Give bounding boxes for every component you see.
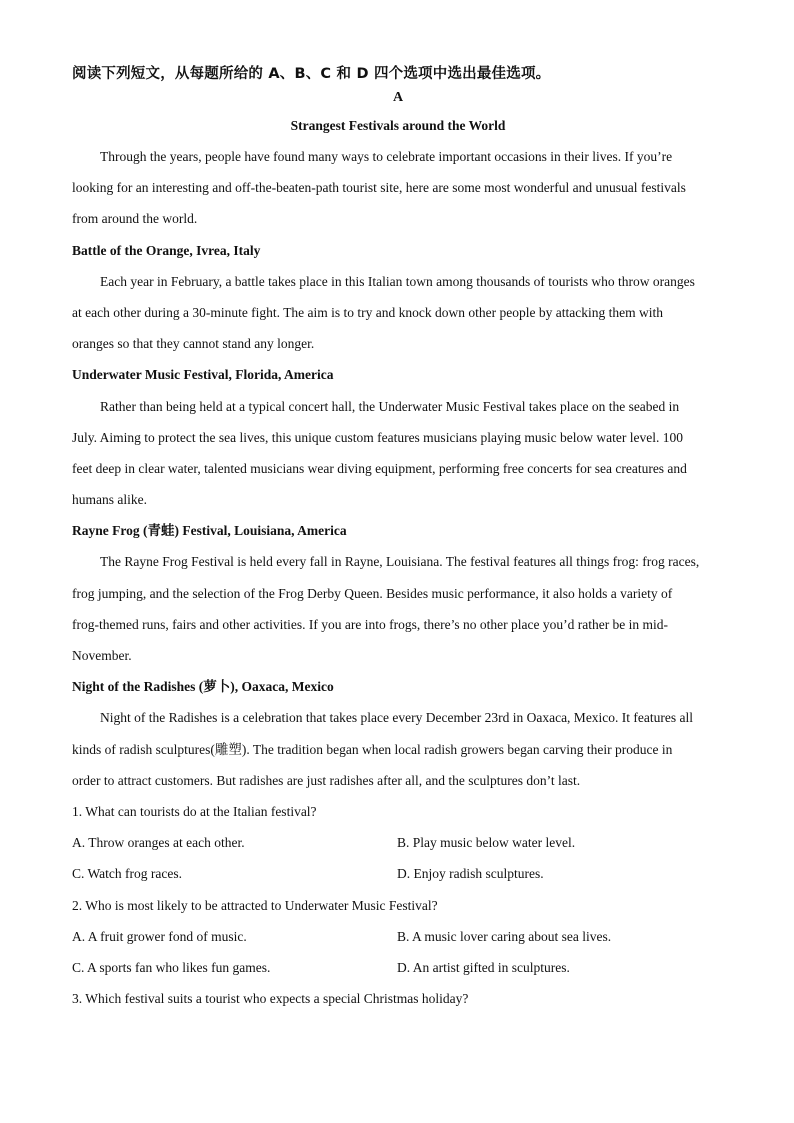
option-row: [72, 858, 724, 889]
festival-heading: Underwater Music Festival, Florida, America: [72, 367, 334, 383]
option-row: [72, 952, 724, 983]
paragraph-line: frog jumping, and the selection of the Frog Derby Queen. Besides music performance, it also holds a variety of: [72, 585, 673, 601]
paragraph-line: humans alike.: [72, 492, 147, 508]
option-d: D. Enjoy radish sculptures.: [397, 866, 544, 882]
paragraph-line: November.: [72, 648, 132, 663]
option-row: [72, 921, 724, 952]
paragraph-line: looking for an interesting and off-the-beaten-path tourist site, here are some most wonderful and unusual festivals: [72, 180, 686, 196]
paragraph-line: at each other during a 30-minute fight. The aim is to try and knock down other people by attacking them with: [72, 304, 663, 320]
option-c: C. A sports fan who likes fun games.: [72, 959, 271, 975]
option-c: C. Watch frog races.: [72, 866, 182, 882]
passage-title: Strangest Festivals around the World: [290, 118, 506, 133]
paragraph-line: Each year in February, a battle takes place in this Italian town among thousands of tourists who throw oranges: [100, 273, 695, 289]
paragraph-line: kinds of radish sculptures(雕塑). The tradition began when local radish growers began carving their produce in: [72, 741, 673, 757]
festival-heading: Rayne Frog (青蛙) Festival, Louisiana, America: [72, 523, 347, 539]
paragraph-line: Through the years, people have found many ways to celebrate important occasions in their lives. If you’re: [100, 149, 673, 164]
section-label: A: [392, 90, 404, 105]
option-a: A. A fruit grower fond of music.: [72, 928, 247, 944]
instructions: 阅读下列短文，从每题所给的 A、B、C 和 D 四个选项中选出最佳选项。: [72, 66, 551, 82]
paragraph-line: Night of the Radishes is a celebration that takes place every December 23rd in Oaxaca, Mexico. It features all: [100, 710, 694, 726]
question-3: 3. Which festival suits a tourist who expects a special Christmas holiday?: [72, 991, 469, 1007]
paragraph-line: oranges so that they cannot stand any longer.: [72, 336, 315, 352]
option-d: D. An artist gifted in sculptures.: [397, 959, 570, 975]
option-a: A. Throw oranges at each other.: [72, 835, 245, 851]
paragraph-line: feet deep in clear water, talented musicians wear diving equipment, performing free concerts for sea creatures and: [72, 460, 687, 476]
question-2: 2. Who is most likely to be attracted to Underwater Music Festival?: [72, 897, 438, 913]
question-1: 1. What can tourists do at the Italian festival?: [72, 803, 317, 819]
paragraph-line: July. Aiming to protect the sea lives, this unique custom features musicians playing music below water level. 100: [72, 429, 684, 445]
paragraph-line: frog-themed runs, fairs and other activities. If you are into frogs, there’s no other place you’d rather be in mid-: [72, 616, 669, 632]
option-b: B. Play music below water level.: [397, 835, 576, 851]
paragraph-line: from around the world.: [72, 211, 198, 227]
option-row: [72, 827, 724, 858]
festival-heading: Night of the Radishes (萝卜), Oaxaca, Mexico: [72, 679, 334, 695]
paragraph-line: order to attract customers. But radishes are just radishes after all, and the sculptures don’t last.: [72, 772, 581, 788]
option-b: B. A music lover caring about sea lives.: [397, 928, 612, 944]
paragraph-line: The Rayne Frog Festival is held every fall in Rayne, Louisiana. The festival features all things frog: frog races,: [100, 554, 700, 570]
paragraph-line: Rather than being held at a typical concert hall, the Underwater Music Festival takes place on the seabed in: [100, 398, 680, 414]
passage-body: [72, 141, 724, 1014]
festival-heading: Battle of the Orange, Ivrea, Italy: [72, 242, 261, 258]
